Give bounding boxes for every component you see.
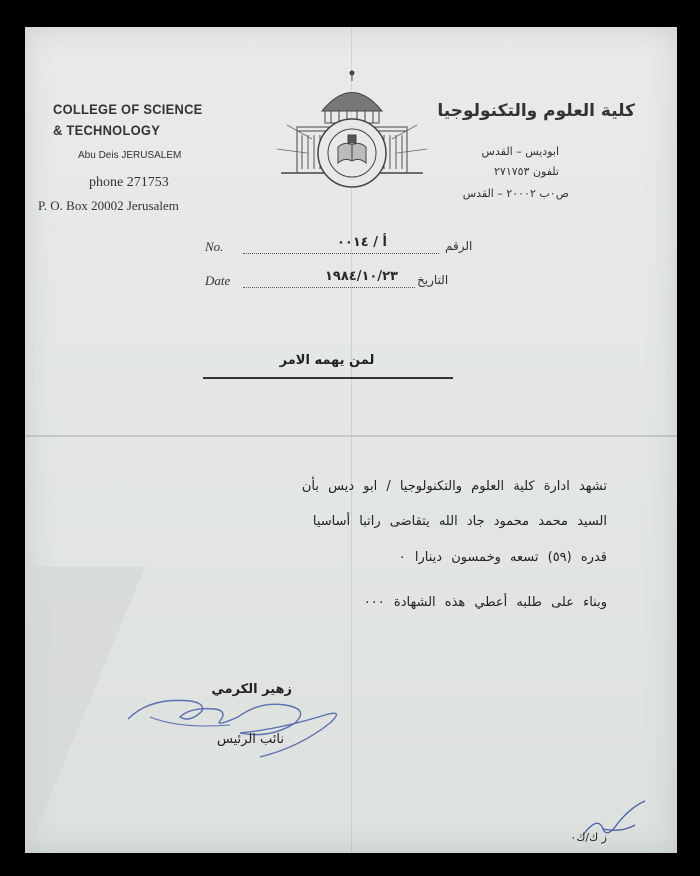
body-line-1: تشهد ادارة كلية العلوم والتكنولوجيا / ابو ديس بأن — [301, 479, 607, 494]
arabic-college-name: كلية العلوم والتكنولوجيا — [437, 101, 635, 121]
arabic-phone: تلفون ٢٧١٧٥٣ — [494, 165, 559, 178]
english-college-name — [53, 99, 203, 141]
english-address: Abu Deis JERUSALEM — [78, 150, 182, 161]
no-label: No. — [205, 239, 224, 254]
arabic-pobox: ص٠ب ٢٠٠٠٢ – القدس — [462, 187, 569, 200]
date-dotted-line — [243, 287, 415, 288]
body-line-2: السيد محمد محمود جاد الله يتقاضى راتبا أساسيا — [312, 514, 607, 529]
body-line-3: قدره (٥٩) تسعه وخمسون دينارا ٠ — [398, 550, 607, 565]
no-label-arabic: الرقم — [445, 239, 473, 253]
date-value: ١٩٨٤/١٠/٢٣ — [325, 269, 398, 284]
body-line-4: وبناء على طلبه أعطي هذه الشهادة ٠٠٠ — [363, 595, 607, 610]
handwritten-signature — [120, 677, 360, 767]
date-label: Date — [205, 273, 231, 288]
letter-paper — [25, 27, 677, 853]
no-dotted-line — [243, 253, 439, 254]
letter-subject: لمن يهمه الامر — [279, 353, 375, 368]
arabic-address: ابوديس – القدس — [481, 145, 559, 158]
signatory-name: زهير الكرمي — [211, 682, 292, 697]
english-title-line1: COLLEGE OF SCIENCE — [53, 101, 203, 117]
reference-number: أ / ٠٠١٤ — [337, 235, 388, 250]
date-label-arabic: التاريخ — [417, 273, 449, 287]
english-phone: phone 271753 — [89, 175, 169, 190]
college-logo-icon — [267, 69, 437, 194]
subject-underline — [203, 377, 453, 379]
english-title-line2: & TECHNOLOGY — [53, 122, 161, 138]
footer-reference: ز ك/ك٠ — [570, 831, 607, 844]
english-pobox: P. O. Box 20002 Jerusalem — [38, 198, 179, 213]
signatory-title: نائب الرئيس — [217, 732, 284, 747]
